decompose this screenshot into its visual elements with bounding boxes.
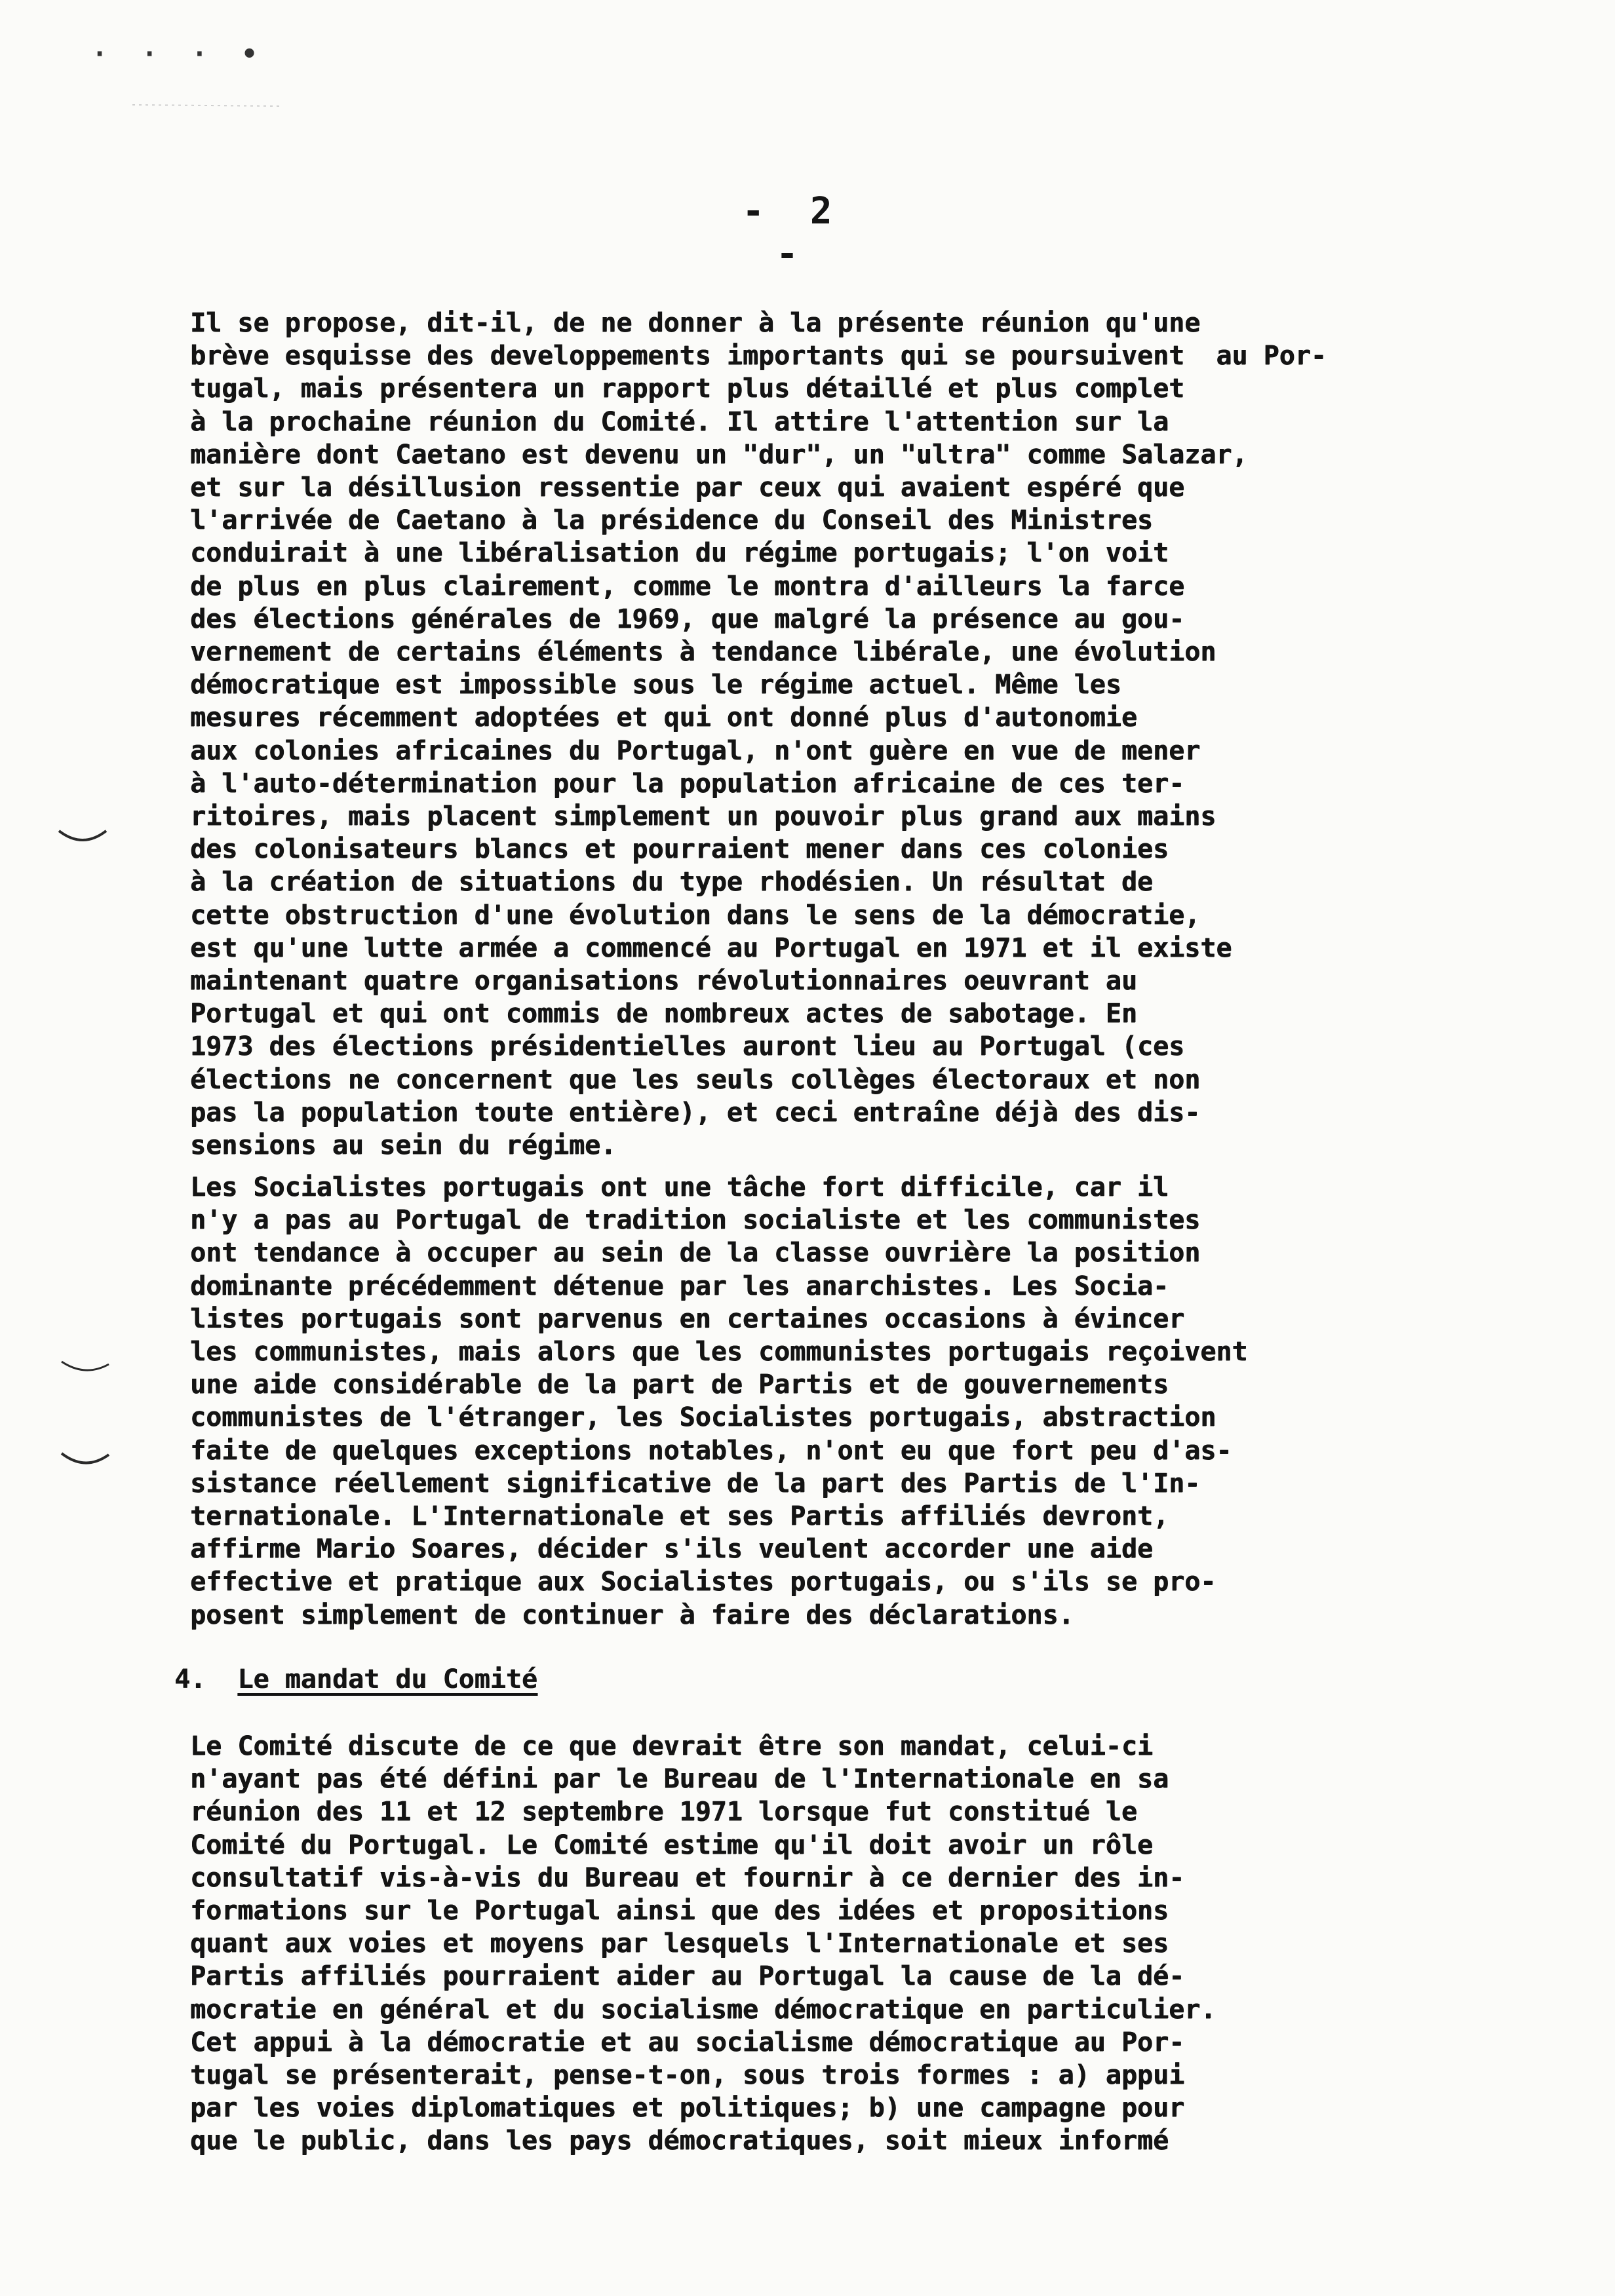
section-title: Le mandat du Comité xyxy=(237,1664,537,1694)
text-line: aux colonies africaines du Portugal, n'ont guère en vue de mener xyxy=(190,735,1201,766)
text-line: des élections générales de 1969, que malgré la présence au gou- xyxy=(190,603,1185,634)
text-line: vernement de certains éléments à tendance libérale, une évolution xyxy=(190,637,1216,668)
section-number: 4. xyxy=(174,1664,206,1694)
text-line: formations sur le Portugal ainsi que des idées et propositions xyxy=(190,1896,1169,1926)
text-line: manière dont Caetano est devenu un "dur", un "ultra" comme Salazar, xyxy=(190,439,1248,470)
text-line: faite de quelques exceptions notables, n'ont eu que fort peu d'as- xyxy=(190,1435,1232,1466)
text-line: brève esquisse des developpements importants qui se poursuivent au Por- xyxy=(190,341,1327,372)
text-line: Comité du Portugal. Le Comité estime qu'il doit avoir un rôle xyxy=(190,1829,1154,1860)
margin-punch-mark xyxy=(59,1449,111,1469)
paragraph-portuguese-socialists xyxy=(190,1171,1527,1632)
faint-typing-mark xyxy=(131,98,288,111)
text-line: des colonisateurs blancs et pourraient mener dans ces colonies xyxy=(190,834,1169,865)
text-line: ternationale. L'Internationale et ses Partis affiliés devront, xyxy=(190,1501,1169,1532)
text-line: une aide considérable de la part de Partis et de gouvernements xyxy=(190,1369,1169,1400)
text-line: mocratie en général et du socialisme démocratique en particulier. xyxy=(190,1994,1216,2025)
text-line: élections ne concernent que les seuls collèges électoraux et non xyxy=(190,1064,1201,1095)
text-line: et sur la désillusion ressentie par ceux qui avaient espéré que xyxy=(190,472,1185,503)
text-line: démocratique est impossible sous le régime actuel. Même les xyxy=(190,670,1121,700)
text-line: tugal se présenterait, pense-t-on, sous trois formes : a) appui xyxy=(190,2060,1185,2091)
text-line: effective et pratique aux Socialistes portugais, ou s'ils se pro- xyxy=(190,1567,1216,1598)
section-heading xyxy=(174,1664,537,1694)
margin-punch-mark xyxy=(59,1358,111,1377)
text-line: consultatif vis-à-vis du Bureau et fournir à ce dernier des in- xyxy=(190,1862,1185,1893)
text-line: dominante précédemment détenue par les anarchistes. Les Socia- xyxy=(190,1271,1169,1301)
paragraph-committee-mandate xyxy=(190,1730,1527,2158)
text-line: Les Socialistes portugais ont une tâche fort difficile, car il xyxy=(190,1172,1169,1202)
text-line: posent simplement de continuer à faire des déclarations. xyxy=(190,1599,1074,1630)
text-line: ritoires, mais placent simplement un pouvoir plus grand aux mains xyxy=(190,801,1216,832)
text-line: Cet appui à la démocratie et au socialisme démocratique au Por- xyxy=(190,2027,1185,2057)
text-line: les communistes, mais alors que les communistes portugais reçoivent xyxy=(190,1337,1248,1368)
paragraph-caetano-regime xyxy=(190,307,1527,1162)
text-line: est qu'une lutte armée a commencé au Portugal en 1971 et il existe xyxy=(190,932,1232,963)
text-line: communistes de l'étranger, les Socialistes portugais, abstraction xyxy=(190,1402,1216,1433)
text-line: listes portugais sont parvenus en certaines occasions à évincer xyxy=(190,1303,1185,1334)
text-line: sistance réellement significative de la part des Partis de l'In- xyxy=(190,1468,1201,1499)
text-line: n'y a pas au Portugal de tradition socialiste et les communistes xyxy=(190,1205,1201,1236)
text-line: quant aux voies et moyens par lesquels l'Internationale et ses xyxy=(190,1928,1169,1959)
text-line: par les voies diplomatiques et politiques; b) une campagne pour xyxy=(190,2093,1185,2124)
text-line: Il se propose, dit-il, de ne donner à la présente réunion qu'une xyxy=(190,308,1201,338)
text-line: l'arrivée de Caetano à la présidence du Conseil des Ministres xyxy=(190,505,1154,536)
text-line: à la création de situations du type rhodésien. Un résultat de xyxy=(190,867,1154,898)
text-line: pas la population toute entière), et ceci entraîne déjà des dis- xyxy=(190,1097,1201,1128)
text-line: 1973 des élections présidentielles auront lieu au Portugal (ces xyxy=(190,1031,1185,1062)
text-line: cette obstruction d'une évolution dans le sens de la démocratie, xyxy=(190,900,1201,930)
text-line: de plus en plus clairement, comme le montra d'ailleurs la farce xyxy=(190,571,1185,602)
text-line: tugal, mais présentera un rapport plus détaillé et plus complet xyxy=(190,373,1185,404)
text-line: Portugal et qui ont commis de nombreux actes de sabotage. En xyxy=(190,999,1137,1029)
text-line: maintenant quatre organisations révolutionnaires oeuvrant au xyxy=(190,966,1137,997)
text-line: réunion des 11 et 12 septembre 1971 lorsque fut constitué le xyxy=(190,1797,1137,1827)
text-line: à l'auto-détermination pour la population africaine de ces ter- xyxy=(190,768,1185,799)
text-line: sensions au sein du régime. xyxy=(190,1130,617,1161)
page-number: - 2 - xyxy=(742,190,844,275)
text-line: conduirait à une libéralisation du régime portugais; l'on voit xyxy=(190,538,1169,569)
margin-punch-mark xyxy=(56,827,109,847)
text-line: à la prochaine réunion du Comité. Il attire l'attention sur la xyxy=(190,406,1169,437)
text-line: Partis affiliés pourraient aider au Portugal la cause de la dé- xyxy=(190,1961,1185,1992)
text-line: n'ayant pas été défini par le Bureau de l'Internationale en sa xyxy=(190,1764,1169,1795)
text-line: mesures récemment adoptées et qui ont donné plus d'autonomie xyxy=(190,702,1137,733)
text-line: Le Comité discute de ce que devrait être son mandat, celui-ci xyxy=(190,1731,1154,1761)
text-line: affirme Mario Soares, décider s'ils veulent accorder une aide xyxy=(190,1534,1154,1565)
text-line: ont tendance à occuper au sein de la classe ouvrière la position xyxy=(190,1238,1201,1269)
text-line: que le public, dans les pays démocratiques, soit mieux informé xyxy=(190,2126,1169,2156)
stray-ink-marks: · · · • xyxy=(92,39,267,69)
